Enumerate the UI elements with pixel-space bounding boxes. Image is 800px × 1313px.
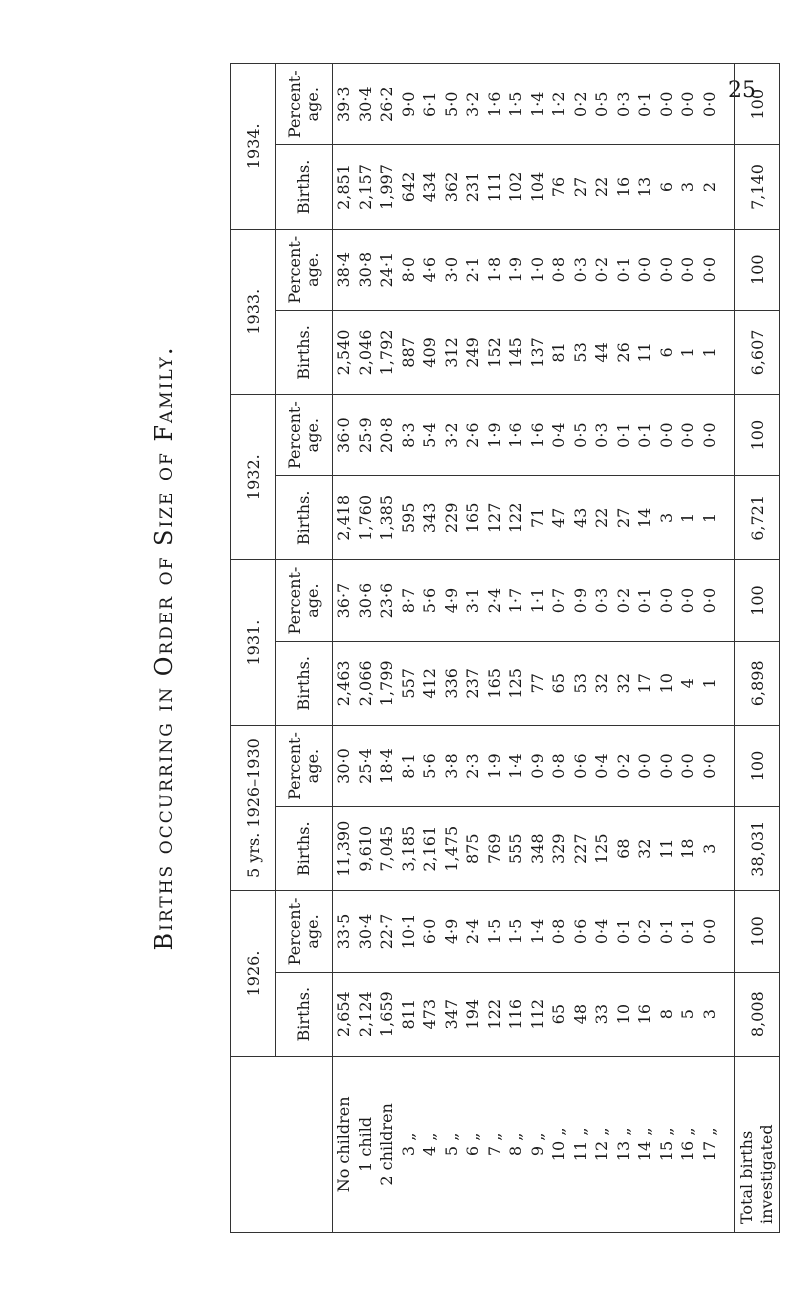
table-cell: 1·4: [506, 753, 525, 779]
table-cell: 412: [420, 668, 439, 699]
table-cell: 1·5: [506, 918, 525, 945]
table-cell: 0·9: [570, 587, 590, 614]
table-cell: 0·0: [656, 422, 676, 448]
family-size-label: 1 child: [355, 1116, 375, 1172]
table-cell: 1·9: [484, 422, 504, 448]
rotated-table-container: [230, 63, 780, 1233]
table-cell: 81: [549, 342, 568, 363]
table-cell: 0·0: [699, 753, 719, 779]
total-row: [735, 64, 780, 1233]
table-cell: 3,185: [398, 825, 418, 872]
table-cell: 14: [635, 507, 654, 529]
table-cell: 0·3: [570, 256, 590, 283]
family-size-label: 11 „: [570, 1127, 590, 1162]
total-label: Total births investigated: [735, 1056, 780, 1232]
table-cell: 10: [656, 673, 676, 694]
table-cell: 8·7: [398, 587, 418, 614]
table-cell: 875: [463, 833, 482, 864]
table-cell: 25·9: [355, 417, 375, 453]
table-cell: 0·0: [699, 422, 719, 448]
table-cell: 22: [592, 176, 611, 198]
table-cell: 27: [613, 507, 633, 529]
table-cell: 0·1: [635, 422, 654, 448]
percentage-header: Percent-age.: [276, 64, 333, 145]
table-cell: 10: [613, 1003, 633, 1025]
births-header: Births.: [276, 145, 333, 229]
total-percentage: 100: [735, 394, 780, 475]
table-cell: 0·2: [613, 587, 633, 614]
total-births: 6,607: [735, 310, 780, 394]
table-cell: 17: [635, 673, 654, 694]
year-header-row: [231, 64, 276, 1233]
family-size-label: No children: [334, 1096, 353, 1193]
percentage-1926-column: [333, 891, 735, 972]
table-cell: 0·3: [592, 587, 611, 614]
table-cell: 3·8: [441, 753, 461, 779]
table-cell: 1: [678, 512, 697, 523]
table-cell: 36·0: [334, 417, 353, 453]
family-size-label: 13 „: [613, 1127, 633, 1162]
table-cell: 2,124: [355, 991, 375, 1038]
table-cell: 122: [484, 998, 504, 1030]
table-cell: 11,390: [334, 820, 353, 877]
table-cell: 2,157: [355, 164, 375, 210]
table-cell: 0·0: [635, 753, 654, 779]
table-cell: 0·6: [570, 918, 590, 945]
family-size-label: 9 „: [527, 1132, 547, 1157]
table-cell: 104: [527, 171, 547, 203]
table-cell: 11: [656, 838, 676, 859]
table-cell: 194: [463, 998, 482, 1030]
table-cell: 0·4: [592, 753, 611, 779]
births-1926-1930-column: [333, 807, 735, 891]
table-cell: 1: [699, 678, 719, 689]
table-cell: 11: [635, 342, 654, 363]
table-cell: 47: [549, 507, 568, 529]
table-cell: 1·0: [527, 256, 547, 283]
table-cell: 65: [549, 673, 568, 694]
table-cell: 1·7: [506, 587, 525, 614]
table-cell: 3: [678, 181, 697, 193]
table-cell: 0·5: [570, 422, 590, 448]
table-cell: 32: [613, 673, 633, 694]
table-cell: 30·0: [334, 748, 353, 784]
table-cell: 7,045: [377, 825, 396, 872]
table-cell: 1·6: [484, 91, 504, 117]
table-cell: 0·5: [592, 91, 611, 117]
year-header: 5 yrs. 1926–1930: [231, 725, 276, 890]
births-1931-column: [333, 641, 735, 725]
table-cell: 0·6: [570, 753, 590, 779]
table-cell: 473: [420, 998, 439, 1030]
table-cell: 1,760: [355, 494, 375, 541]
percentage-header: Percent-age.: [276, 725, 333, 806]
table-cell: 434: [420, 171, 439, 203]
table-cell: 24·1: [377, 251, 396, 288]
table-cell: 48: [570, 1003, 590, 1025]
table-cell: 5·6: [420, 753, 439, 779]
table-cell: 71: [527, 507, 547, 529]
table-cell: 347: [441, 998, 461, 1030]
table-cell: 343: [420, 502, 439, 534]
table-cell: 557: [398, 668, 418, 699]
table-cell: 8·3: [398, 422, 418, 448]
table-cell: 4·6: [420, 256, 439, 283]
percentage-header: Percent-age.: [276, 229, 333, 310]
table-cell: 0·0: [656, 91, 676, 117]
table-cell: 5·0: [441, 91, 461, 117]
table-cell: 348: [527, 833, 547, 864]
table-cell: 33·5: [334, 913, 353, 950]
family-size-label: 2 children: [377, 1103, 396, 1186]
table-cell: 6·1: [420, 91, 439, 117]
table-cell: 16: [613, 176, 633, 198]
family-size-label: 8 „: [506, 1132, 525, 1157]
family-size-label: 6 „: [463, 1132, 482, 1157]
table-cell: 0·0: [678, 256, 697, 283]
table-cell: 2,540: [334, 329, 353, 376]
table-cell: 32: [635, 838, 654, 859]
corner-cell: [231, 1056, 333, 1232]
table-cell: 0·1: [613, 256, 633, 283]
table-cell: 237: [463, 668, 482, 699]
table-cell: 0·1: [656, 918, 676, 945]
table-cell: 1: [699, 347, 719, 358]
table-cell: 16: [635, 1003, 654, 1025]
table-cell: 4·9: [441, 918, 461, 945]
percentage-header: Percent-age.: [276, 891, 333, 972]
table-cell: 26: [613, 342, 633, 363]
total-percentage: 100: [735, 891, 780, 972]
table-cell: 27: [570, 176, 590, 198]
table-cell: 0·3: [592, 422, 611, 448]
table-cell: 22: [592, 507, 611, 529]
table-cell: 0·1: [613, 918, 633, 945]
percentage-1934-column: [333, 64, 735, 145]
table-cell: 18·4: [377, 748, 396, 784]
table-cell: 102: [506, 171, 525, 203]
births-1934-column: [333, 145, 735, 229]
table-cell: 0·7: [549, 587, 568, 614]
percentage-header: Percent-age.: [276, 560, 333, 641]
year-header: 1934.: [231, 64, 276, 230]
table-cell: 2·4: [484, 587, 504, 614]
table-cell: 30·4: [355, 913, 375, 950]
data-body-row: [333, 64, 735, 1233]
births-1932-column: [333, 476, 735, 560]
table-cell: 6: [656, 347, 676, 358]
total-percentage: 100: [735, 725, 780, 806]
table-cell: 811: [398, 998, 418, 1030]
table-cell: 23·6: [377, 582, 396, 619]
births-header: Births.: [276, 641, 333, 725]
family-size-label: 7 „: [484, 1132, 504, 1157]
table-cell: 769: [484, 833, 504, 864]
table-cell: 20·8: [377, 417, 396, 453]
table-cell: 36·7: [334, 582, 353, 619]
percentage-1926-1930-column: [333, 725, 735, 806]
table-cell: 38·4: [334, 251, 353, 288]
table-cell: 152: [484, 337, 504, 368]
table-cell: 0·8: [549, 256, 568, 283]
table-cell: 1,659: [377, 991, 396, 1038]
family-size-label: 15 „: [656, 1127, 676, 1162]
total-percentage: 100: [735, 229, 780, 310]
table-cell: 0·0: [699, 256, 719, 283]
table-cell: 25·4: [355, 748, 375, 784]
table-cell: 1,997: [377, 164, 396, 210]
percentage-1933-column: [333, 229, 735, 310]
table-cell: 2,161: [420, 825, 439, 872]
table-cell: 8: [656, 1009, 676, 1020]
family-size-label: 5 „: [441, 1132, 461, 1157]
table-cell: 312: [441, 337, 461, 368]
table-cell: 9,610: [355, 825, 375, 872]
table-cell: 0·1: [635, 587, 654, 614]
table-cell: 111: [484, 171, 504, 203]
table-cell: 1: [699, 512, 719, 523]
table-cell: 0·0: [656, 587, 676, 614]
table-cell: 125: [592, 833, 611, 864]
table-cell: 1·6: [506, 422, 525, 448]
table-cell: 4: [678, 678, 697, 689]
table-cell: 2·1: [463, 256, 482, 283]
table-cell: 6·0: [420, 918, 439, 945]
table-cell: 30·4: [355, 86, 375, 123]
table-cell: 44: [592, 342, 611, 363]
family-size-label: 10 „: [549, 1127, 568, 1162]
table-cell: 0·4: [549, 422, 568, 448]
table-cell: 1,792: [377, 329, 396, 376]
table-cell: 2·6: [463, 422, 482, 448]
table-cell: 2,654: [334, 991, 353, 1038]
births-header: Births.: [276, 310, 333, 394]
table-cell: 0·3: [613, 91, 633, 117]
table-cell: 3·2: [441, 422, 461, 448]
table-cell: 0·0: [699, 587, 719, 614]
table-cell: 53: [570, 673, 590, 694]
table-cell: 22·7: [377, 913, 396, 950]
table-cell: 1,799: [377, 660, 396, 707]
table-cell: 1,385: [377, 494, 396, 541]
table-cell: 122: [506, 502, 525, 534]
table-cell: 409: [420, 337, 439, 368]
table-cell: 8·1: [398, 753, 418, 779]
table-cell: 1·4: [527, 91, 547, 117]
table-cell: 0·0: [699, 91, 719, 117]
table-cell: 39·3: [334, 86, 353, 123]
percentage-1932-column: [333, 394, 735, 475]
total-births: 8,008: [735, 972, 780, 1056]
table-cell: 555: [506, 833, 525, 864]
table-cell: 0·1: [635, 91, 654, 117]
table-cell: 3: [656, 512, 676, 523]
table-cell: 336: [441, 668, 461, 699]
total-percentage: 100: [735, 64, 780, 145]
table-cell: 249: [463, 337, 482, 368]
table-cell: 2,066: [355, 660, 375, 707]
table-cell: 33: [592, 1003, 611, 1025]
family-size-label: 12 „: [592, 1127, 611, 1162]
table-cell: 1·2: [549, 91, 568, 117]
table-cell: 3: [699, 1009, 719, 1020]
year-header: 1933.: [231, 229, 276, 394]
table-cell: 0·0: [635, 256, 654, 283]
table-cell: 5·6: [420, 587, 439, 614]
table-cell: 642: [398, 171, 418, 203]
percentage-1931-column: [333, 560, 735, 641]
table-cell: 227: [570, 833, 590, 864]
table-cell: 145: [506, 337, 525, 368]
table-cell: 112: [527, 998, 547, 1030]
table-cell: 2·3: [463, 753, 482, 779]
table-cell: 0·0: [678, 422, 697, 448]
table-cell: 2,851: [334, 164, 353, 210]
table-cell: 116: [506, 998, 525, 1030]
table-cell: 30·8: [355, 251, 375, 288]
table-cell: 65: [549, 1003, 568, 1025]
table-cell: 1·8: [484, 256, 504, 283]
births-1926-column: [333, 972, 735, 1056]
table-cell: 8·0: [398, 256, 418, 283]
table-cell: 30·6: [355, 582, 375, 619]
table-cell: 0·0: [656, 256, 676, 283]
births-header: Births.: [276, 476, 333, 560]
table-cell: 18: [678, 838, 697, 859]
table-cell: 1·1: [527, 587, 547, 614]
table-cell: 0·2: [570, 91, 590, 117]
table-cell: 4·9: [441, 587, 461, 614]
births-1933-column: [333, 310, 735, 394]
births-header: Births.: [276, 807, 333, 891]
table-cell: 6: [656, 181, 676, 193]
table-cell: 3: [699, 843, 719, 854]
table-cell: 1·4: [527, 918, 547, 945]
table-cell: 77: [527, 673, 547, 694]
table-cell: 1·9: [484, 753, 504, 779]
table-cell: 1·5: [484, 918, 504, 945]
table-cell: 0·9: [527, 753, 547, 779]
table-cell: 125: [506, 668, 525, 699]
total-births: 38,031: [735, 807, 780, 891]
table-cell: 0·8: [549, 753, 568, 779]
table-cell: 0·1: [613, 422, 633, 448]
table-cell: 887: [398, 337, 418, 368]
table-cell: 127: [484, 502, 504, 534]
table-cell: 43: [570, 507, 590, 529]
table-cell: 1·6: [527, 422, 547, 448]
table-cell: 1·9: [506, 256, 525, 283]
table-cell: 2,046: [355, 329, 375, 376]
table-cell: 1·5: [506, 91, 525, 117]
table-cell: 3·0: [441, 256, 461, 283]
total-births: 6,721: [735, 476, 780, 560]
total-births: 7,140: [735, 145, 780, 229]
table-cell: 5·4: [420, 422, 439, 448]
table-cell: 329: [549, 833, 568, 864]
table-cell: 0·2: [592, 256, 611, 283]
table-cell: 32: [592, 673, 611, 694]
table-cell: 2: [699, 181, 719, 193]
table-cell: 595: [398, 502, 418, 534]
table-cell: 2,418: [334, 494, 353, 541]
table-cell: 1,475: [441, 825, 461, 872]
family-size-label: 4 „: [420, 1132, 439, 1157]
table-cell: 1: [678, 347, 697, 358]
family-size-label: 16 „: [678, 1127, 697, 1162]
percentage-header: Percent-age.: [276, 394, 333, 475]
table-cell: 0·1: [678, 918, 697, 945]
total-births: 6,898: [735, 641, 780, 725]
table-cell: 165: [463, 502, 482, 534]
running-title: Births occurring in Order of Size of Family.: [150, 345, 178, 951]
table-cell: 0·0: [699, 918, 719, 945]
year-header: 1926.: [231, 891, 276, 1056]
table-cell: 0·0: [678, 753, 697, 779]
table-cell: 0·0: [656, 753, 676, 779]
table-cell: 137: [527, 337, 547, 368]
table-cell: 76: [549, 176, 568, 198]
table-cell: 5: [678, 1009, 697, 1020]
table-cell: 0·2: [613, 753, 633, 779]
table-cell: 3·1: [463, 587, 482, 614]
table-cell: 13: [635, 176, 654, 198]
table-cell: 68: [613, 838, 633, 859]
family-size-label: 3 „: [398, 1132, 418, 1157]
table-cell: 53: [570, 342, 590, 363]
table-cell: 26·2: [377, 86, 396, 123]
family-size-label: 17 „: [699, 1127, 719, 1162]
table-cell: 2,463: [334, 660, 353, 707]
table-cell: 3·2: [463, 91, 482, 117]
table-cell: 0·0: [678, 587, 697, 614]
table-cell: 10·1: [398, 913, 418, 950]
births-table: [230, 63, 780, 1233]
table-cell: 0·8: [549, 918, 568, 945]
table-cell: 229: [441, 502, 461, 534]
family-size-labels: [333, 1056, 735, 1232]
table-cell: 0·4: [592, 918, 611, 945]
table-cell: 362: [441, 171, 461, 203]
table-cell: 9·0: [398, 91, 418, 117]
family-size-label: 14 „: [635, 1127, 654, 1162]
total-percentage: 100: [735, 560, 780, 641]
page-number: 25: [728, 78, 756, 103]
table-cell: 0·2: [635, 918, 654, 945]
table-cell: 0·0: [678, 91, 697, 117]
births-header: Births.: [276, 972, 333, 1056]
year-header: 1931.: [231, 560, 276, 725]
table-cell: 165: [484, 668, 504, 699]
table-cell: 2·4: [463, 918, 482, 945]
year-header: 1932.: [231, 394, 276, 559]
table-cell: 231: [463, 171, 482, 203]
